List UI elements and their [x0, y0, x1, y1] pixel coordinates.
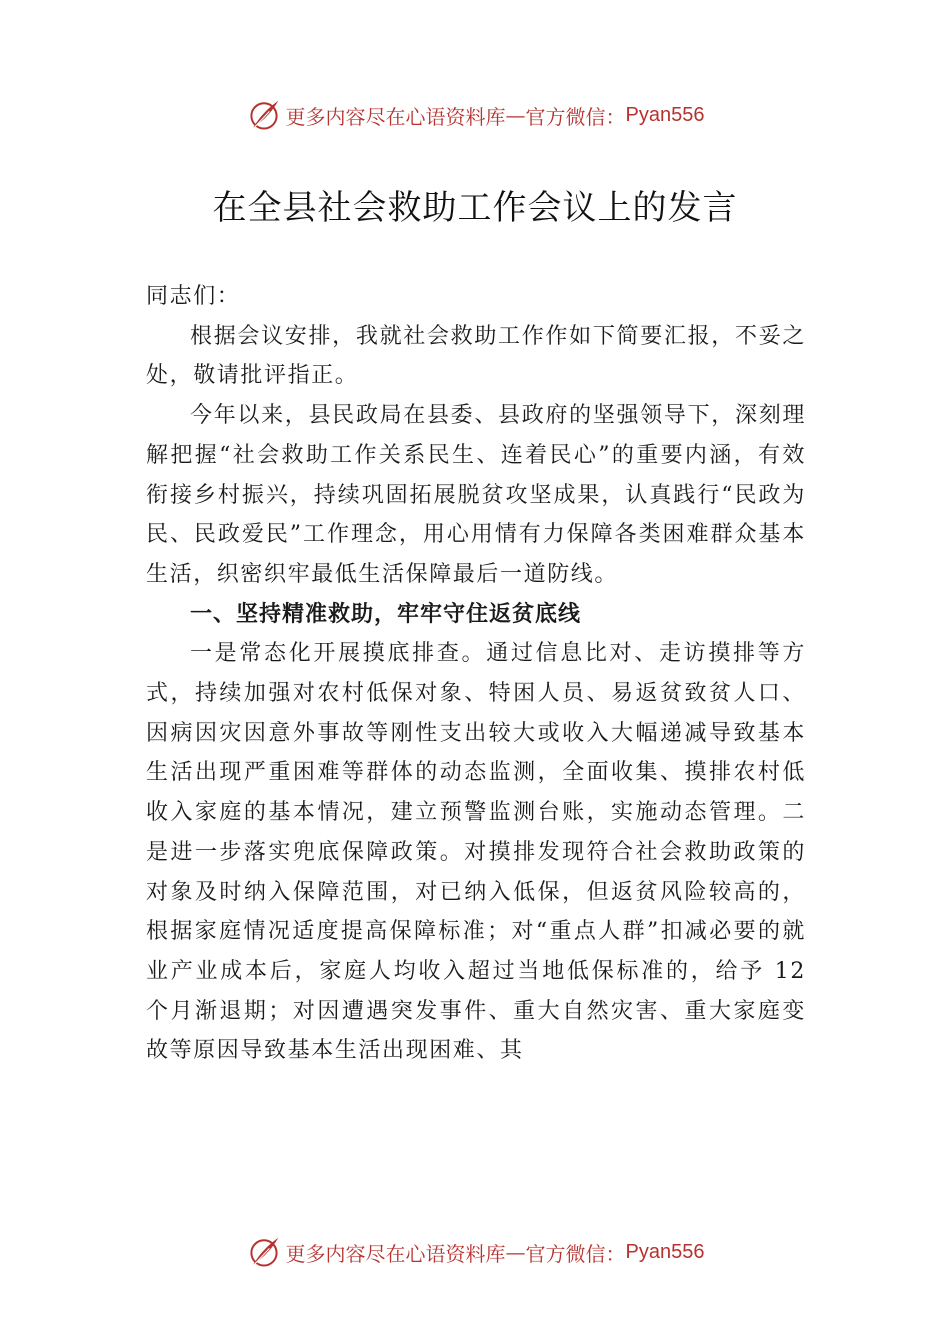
header-watermark [0, 95, 950, 135]
section-heading: 一、坚持精准救助，牢牢守住返贫底线 [190, 601, 582, 627]
paragraph-intro: 根据会议安排，我就社会救助工作作如下简要汇报，不妥之处，敬请批评指正。 [146, 323, 806, 389]
watermark-label: 官方微信： [525, 104, 626, 129]
salutation: 同志们： [146, 284, 241, 309]
document-title: 在全县社会救助工作会议上的发言 [212, 188, 738, 228]
watermark-separator: — [505, 103, 526, 127]
watermark-text: 更多内容尽在心语资料库 [285, 104, 506, 129]
watermark-text: 更多内容尽在心语资料库 [285, 1241, 506, 1266]
document-body [146, 277, 806, 1071]
paragraph-section-one: 一是常态化开展摸底排查。通过信息比对、走访摸排等方式，持续加强对农村低保对象、特困人员、易返贫致贫人口、因病因灾因意外事故等刚性支出较大或收入大幅递减导致基本生活出现严重困难等群体的动态监测，全面收集、摸排农村低收入家庭的基本情况，建立预警监测台账，实施动态管理。二是进一步落实兜底保障政策。对摸排发现符合社会救助政策的对象及时纳入保障范围，对已纳入低保，但返贫风险较高的，根据家庭情况适度提高保障标准；对“重点人群”扣减必要的就业产业成本后，家庭人均收入超过当地低保标准的，给予 12 个月渐退期；对因遭遇突发事件、重大自然灾害、重大家庭变故等原因导致基本生活出现困难、其 [146, 641, 806, 1064]
watermark-wechat-id: Pyan556 [625, 1240, 705, 1263]
feather-pen-logo-icon [246, 1234, 282, 1270]
watermark-label: 官方微信： [525, 1241, 626, 1266]
watermark-wechat-id: Pyan556 [625, 103, 705, 126]
paragraph-overview: 今年以来，县民政局在县委、县政府的坚强领导下，深刻理解把握“社会救助工作关系民生、连着民心”的重要内涵，有效衔接乡村振兴，持续巩固拓展脱贫攻坚成果，认真践行“民政为民、民政爱民”工作理念，用心用情有力保障各类困难群众基本生活，织密织牢最低生活保障最后一道防线。 [146, 403, 806, 587]
watermark-separator: — [505, 1240, 526, 1264]
feather-pen-logo-icon [246, 97, 282, 133]
footer-watermark [0, 1232, 950, 1272]
